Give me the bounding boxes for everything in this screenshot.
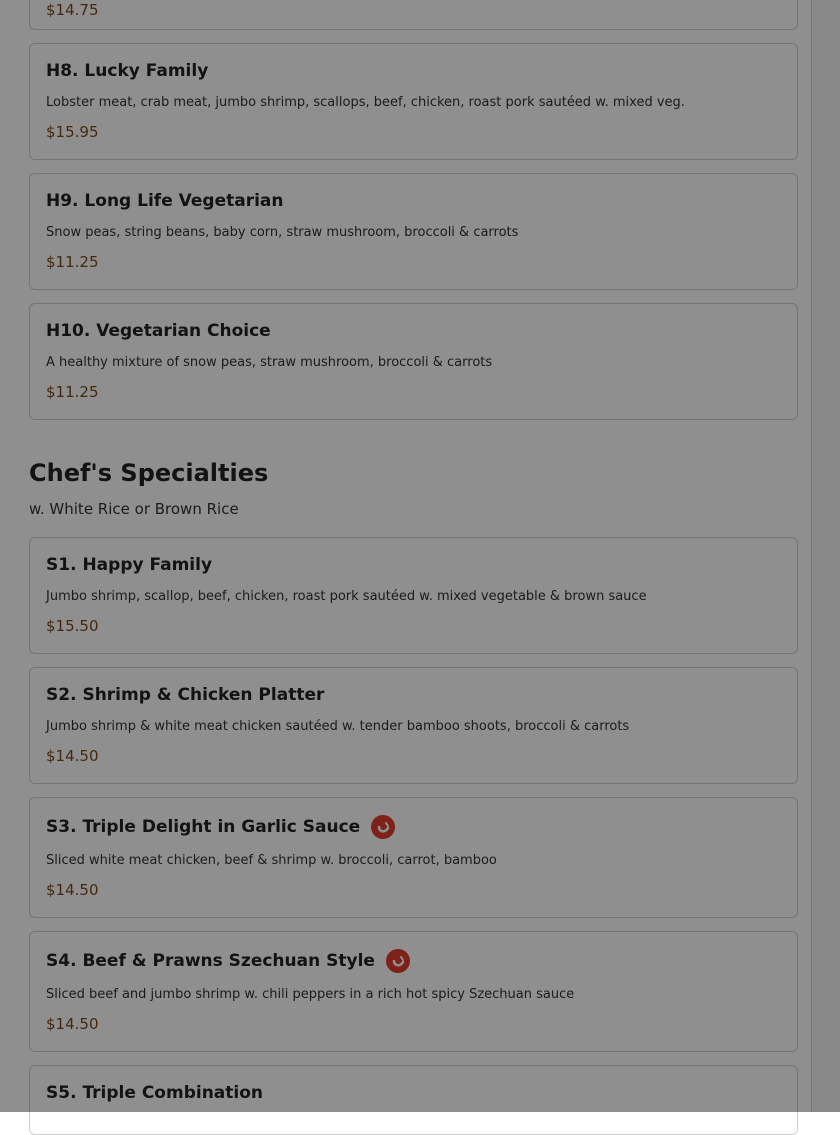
item-name: S5. Triple Combination xyxy=(46,1083,264,1103)
item-description: Sliced white meat chicken, beef & shrimp w. broccoli, carrot, bamboo xyxy=(46,853,497,868)
item-price: $15.50 xyxy=(46,617,99,635)
item-description: A healthy mixture of snow peas, straw mushroom, broccoli & carrots xyxy=(46,355,493,370)
chili-pepper-icon xyxy=(386,949,410,973)
item-price: $14.50 xyxy=(46,1015,99,1033)
menu-item-card-h9[interactable] xyxy=(29,173,798,290)
menu-item-card-s4[interactable] xyxy=(29,931,798,1052)
item-price: $11.25 xyxy=(46,253,99,271)
item-name: H9. Long Life Vegetarian xyxy=(46,191,284,211)
item-name-row xyxy=(46,949,410,973)
menu-item-card-h10[interactable] xyxy=(29,303,798,420)
item-name: S1. Happy Family xyxy=(46,555,213,575)
item-price: $14.75 xyxy=(46,1,99,19)
item-description: Sliced beef and jumbo shrimp w. chili peppers in a rich hot spicy Szechuan sauce xyxy=(46,987,575,1002)
item-price: $15.95 xyxy=(46,123,99,141)
item-name: S2. Shrimp & Chicken Platter xyxy=(46,685,325,705)
item-price: $11.25 xyxy=(46,383,99,401)
menu-item-card-s3[interactable] xyxy=(29,797,798,918)
section-title: Chef's Specialties xyxy=(29,459,269,487)
menu-item-card-h8[interactable] xyxy=(29,43,798,160)
item-description: Jumbo shrimp & white meat chicken sautéed w. tender bamboo shoots, broccoli & carrots xyxy=(46,719,630,734)
menu-item-card-previous[interactable] xyxy=(29,0,798,30)
item-name: H10. Vegetarian Choice xyxy=(46,321,271,341)
item-description: Lobster meat, crab meat, jumbo shrimp, scallops, beef, chicken, roast pork sautéed w. mixed veg. xyxy=(46,95,685,110)
item-name-row xyxy=(46,815,395,839)
item-name: S4. Beef & Prawns Szechuan Style xyxy=(46,951,375,971)
scrollbar[interactable] xyxy=(811,0,840,1112)
item-name: H8. Lucky Family xyxy=(46,61,209,81)
section-subtitle: w. White Rice or Brown Rice xyxy=(29,500,239,518)
menu-item-card-s1[interactable] xyxy=(29,537,798,654)
menu-item-card-s5[interactable] xyxy=(29,1065,798,1135)
item-name: S3. Triple Delight in Garlic Sauce xyxy=(46,817,361,837)
item-price: $14.50 xyxy=(46,881,99,899)
item-description: Snow peas, string beans, baby corn, straw mushroom, broccoli & carrots xyxy=(46,225,519,240)
chili-pepper-icon xyxy=(371,815,395,839)
item-description: Jumbo shrimp, scallop, beef, chicken, roast pork sautéed w. mixed vegetable & brown sauce xyxy=(46,589,647,604)
menu-item-card-s2[interactable] xyxy=(29,667,798,784)
item-price: $14.50 xyxy=(46,747,99,765)
